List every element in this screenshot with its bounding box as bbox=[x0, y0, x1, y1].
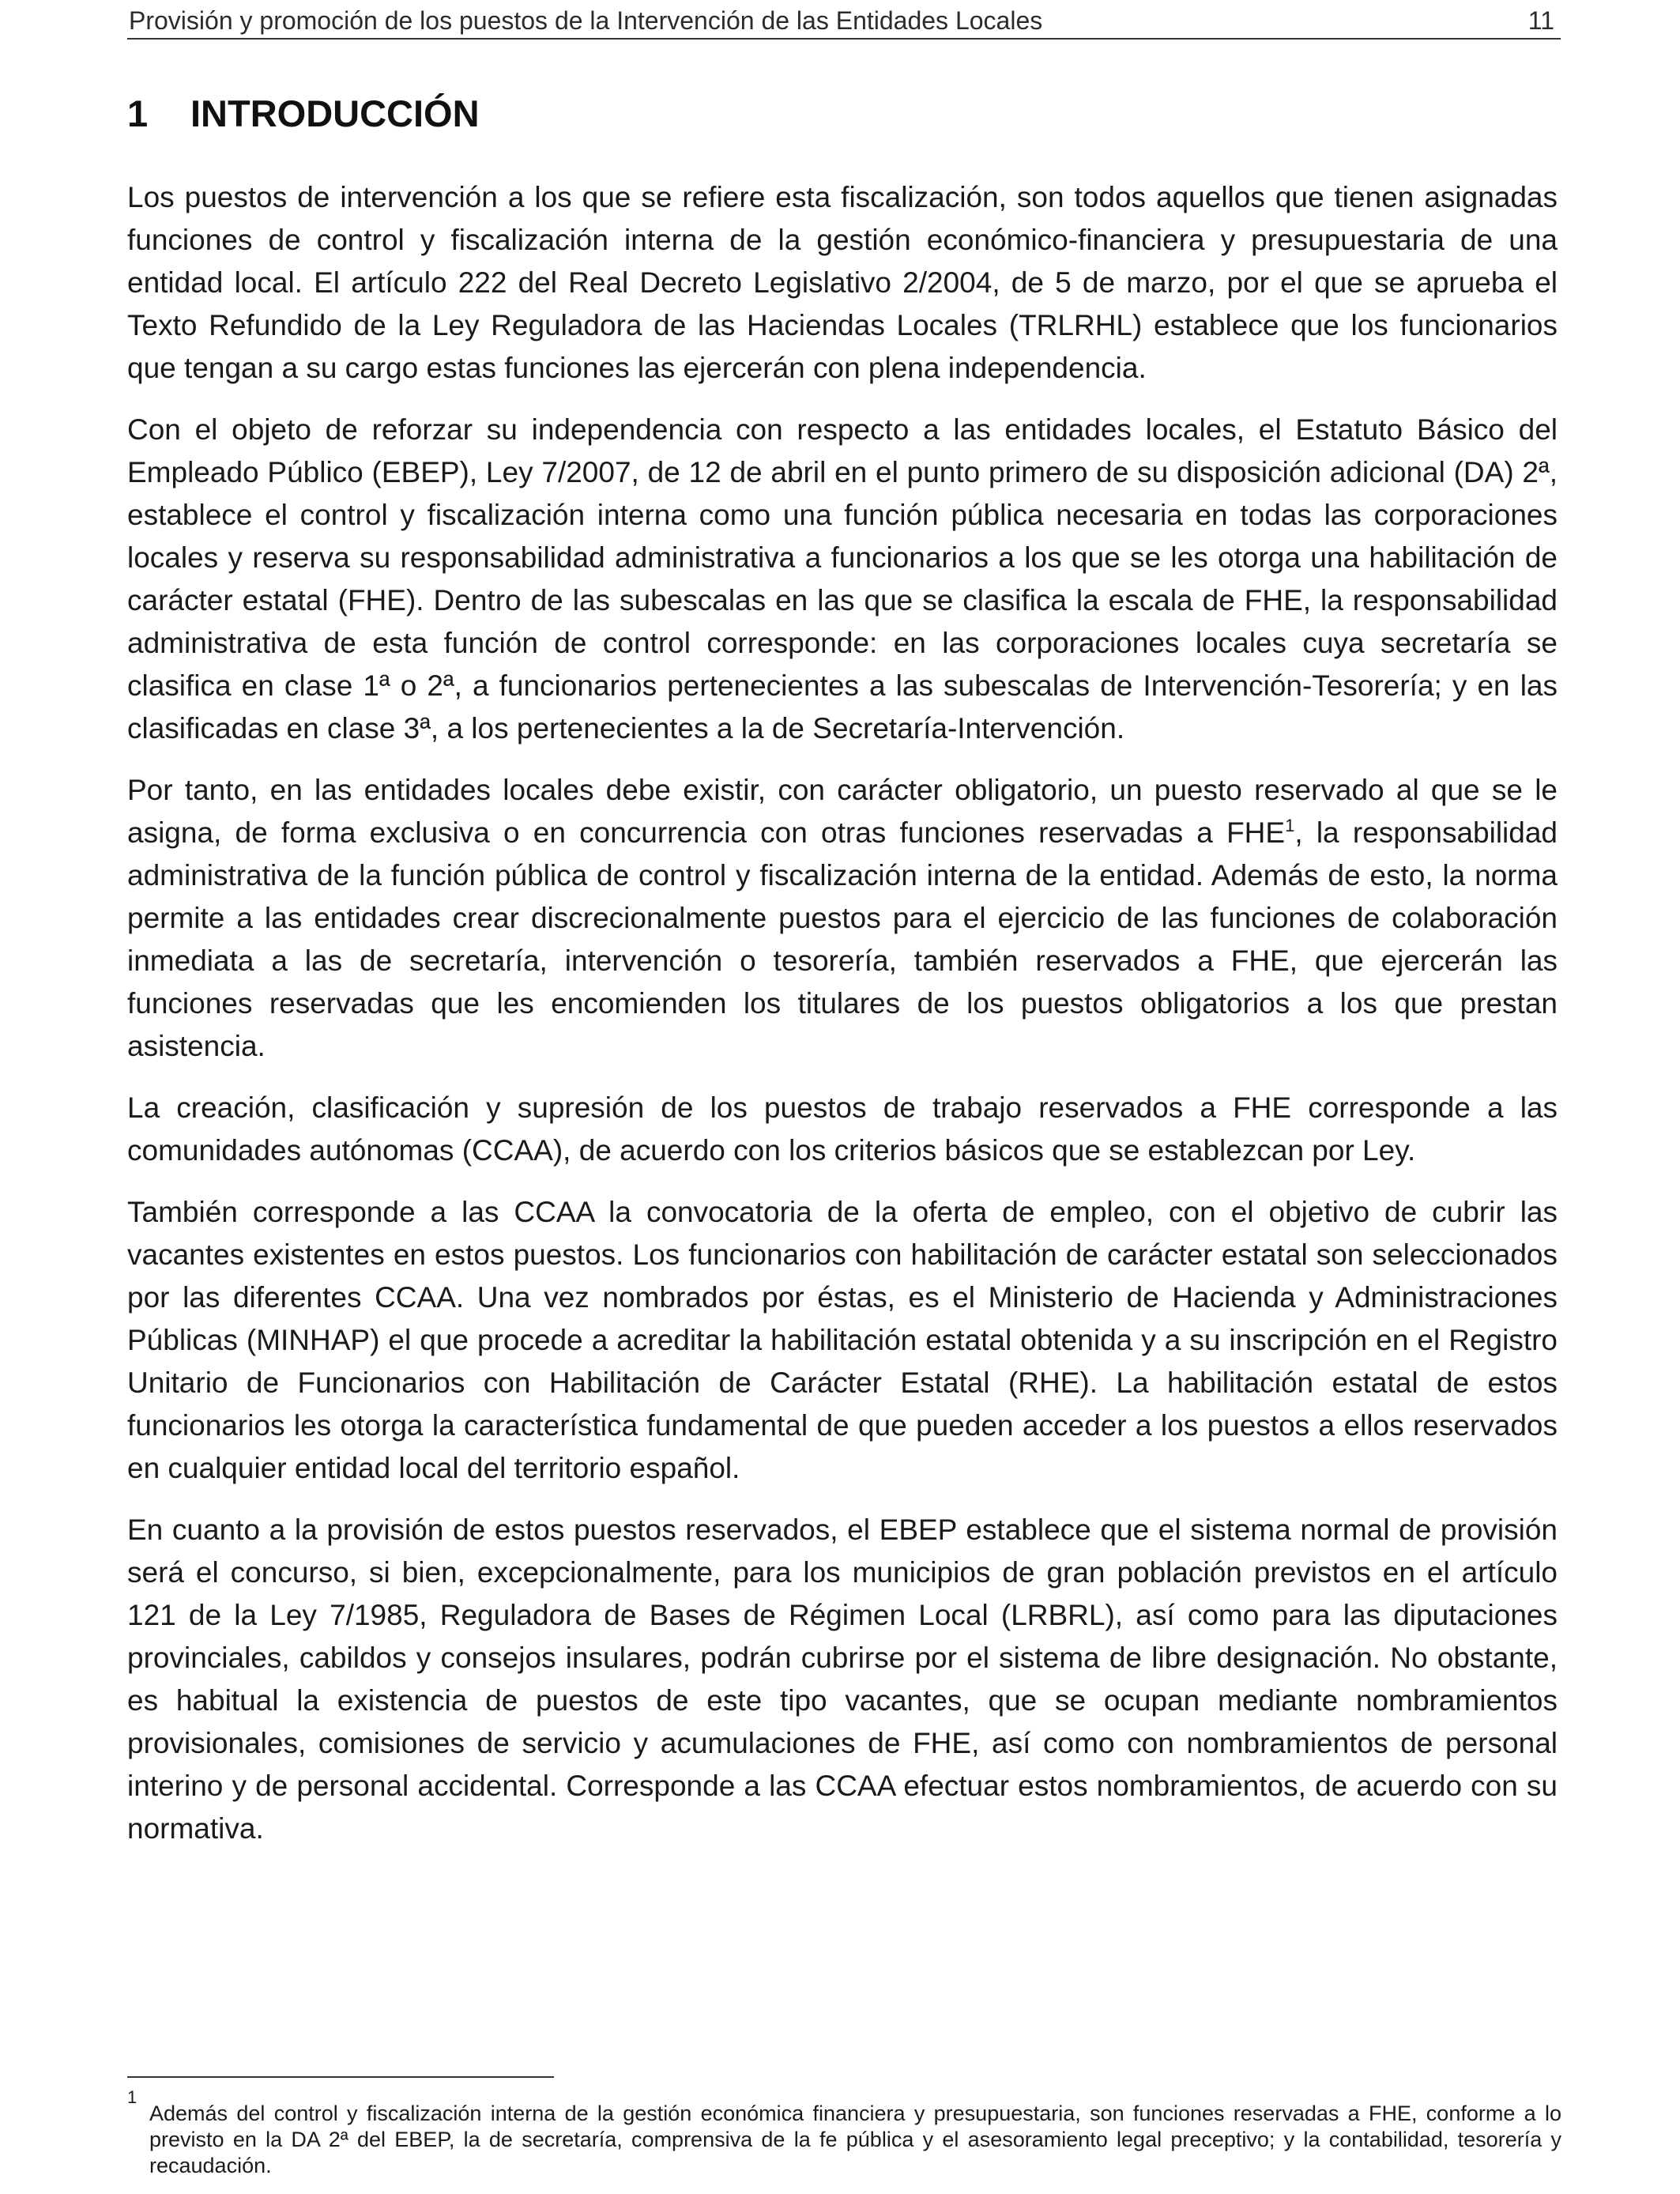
footnote-text: Además del control y fiscalización interna de la gestión económica financiera y presupuestaria, son funciones reservadas a FHE, conforme a lo previsto en la DA 2ª del EBEP, la de secretaría, comprensiva de la fe pública y el asesoramiento legal preceptivo; y la contabilidad, tesorería y recaudación. bbox=[149, 2102, 1561, 2177]
paragraph-ccaa-offer: También corresponde a las CCAA la convocatoria de la oferta de empleo, con el objetivo de cubrir las vacantes existentes en estos puestos. Los funcionarios con habilitación de carácter estatal son seleccionados por las diferentes CCAA. Una vez nombrados por éstas, es el Ministerio de Hacienda y Administraciones Públicas (MINHAP) el que procede a acreditar la habilitación estatal obtenida y a su inscripción en el Registro Unitario de Funcionarios con Habilitación de Carácter Estatal (RHE). La habilitación estatal de estos funcionarios les otorga la característica fundamental de que pueden acceder a los puestos a ellos reservados en cualquier entidad local del territorio español. bbox=[127, 1196, 1558, 1484]
page-number: 11 bbox=[1527, 6, 1554, 35]
footnote-divider bbox=[127, 2076, 554, 2078]
footnote-mark: 1 bbox=[127, 2087, 137, 2107]
section-title: INTRODUCCIÓN bbox=[190, 92, 480, 134]
running-header-title: Provisión y promoción de los puestos de la Intervención de las Entidades Locales bbox=[129, 6, 1043, 35]
paragraph-ccaa-creation: La creación, clasificación y supresión de los puestos de trabajo reservados a FHE corresponde a las comunidades autónomas (CCAA), de acuerdo con los criterios básicos que se establezcan por Ley. bbox=[127, 1091, 1558, 1167]
footnote-reference[interactable]: 1 bbox=[1285, 816, 1295, 835]
paragraph-text: Por tanto, en las entidades locales debe existir, con carácter obligatorio, un puesto reservado al que se le asigna, de forma exclusiva o en concurrencia con otras funciones reservadas a FHE bbox=[127, 774, 1558, 849]
paragraph-provision: En cuanto a la provisión de estos puestos reservados, el EBEP establece que el sistema normal de provisión será el concurso, si bien, excepcionalmente, para los municipios de gran población previstos en el artículo 121 de la Ley 7/1985, Reguladora de Bases de Régimen Local (LRBRL), así como para las diputaciones provinciales, cabildos y consejos insulares, podrán cubrirse por el sistema de libre designación. No obstante, es habitual la existencia de puestos de este tipo vacantes, que se ocupan mediante nombramientos provisionales, comisiones de servicio y acumulaciones de FHE, así como con nombramientos de personal interino y de personal accidental. Corresponde a las CCAA efectuar estos nombramientos, de acuerdo con su normativa. bbox=[127, 1514, 1558, 1845]
page-header bbox=[127, 5, 1561, 40]
body-text bbox=[127, 176, 1558, 1869]
paragraph-intro: Los puestos de intervención a los que se refiere esta fiscalización, son todos aquellos que tienen asignadas funciones de control y fiscalización interna de la gestión económico-financiera y presupuestaria de una entidad local. El artículo 222 del Real Decreto Legislativo 2/2004, de 5 de marzo, por el que se aprueba el Texto Refundido de la Ley Reguladora de las Haciendas Locales (TRLRHL) establece que los funcionarios que tengan a su cargo estas funciones las ejercerán con plena independencia. bbox=[127, 181, 1558, 384]
section-heading bbox=[127, 90, 480, 138]
paragraph-text: , la responsabilidad administrativa de la función pública de control y fiscalización interna de la entidad. Además de esto, la norma permite a las entidades crear discrecionalmente puestos para el ejercicio de las funciones de colaboración inmediata a las de secretaría, intervención o tesorería, también reservados a FHE, que ejercerán las funciones reservadas que les encomienden los titulares de los puestos obligatorios a los que prestan asistencia. bbox=[127, 816, 1558, 1062]
footnote bbox=[127, 2087, 1561, 2179]
section-number: 1 bbox=[127, 92, 149, 134]
paragraph-ebep: Con el objeto de reforzar su independencia con respecto a las entidades locales, el Estatuto Básico del Empleado Público (EBEP), Ley 7/2007, de 12 de abril en el punto primero de su disposición adicional (DA) 2ª, establece el control y fiscalización interna como una función pública necesaria en todas las corporaciones locales y reserva su responsabilidad administrativa a funcionarios a los que se les otorga una habilitación de carácter estatal (FHE). Dentro de las subescalas en las que se clasifica la escala de FHE, la responsabilidad administrativa de esta función de control corresponde: en las corporaciones locales cuya secretaría se clasifica en clase 1ª o 2ª, a funcionarios pertenecientes a las subescalas de Intervención-Tesorería; y en las clasificadas en clase 3ª, a los pertenecientes a la de Secretaría-Intervención. bbox=[127, 413, 1558, 745]
paragraph-reserved-post bbox=[127, 769, 1558, 1068]
